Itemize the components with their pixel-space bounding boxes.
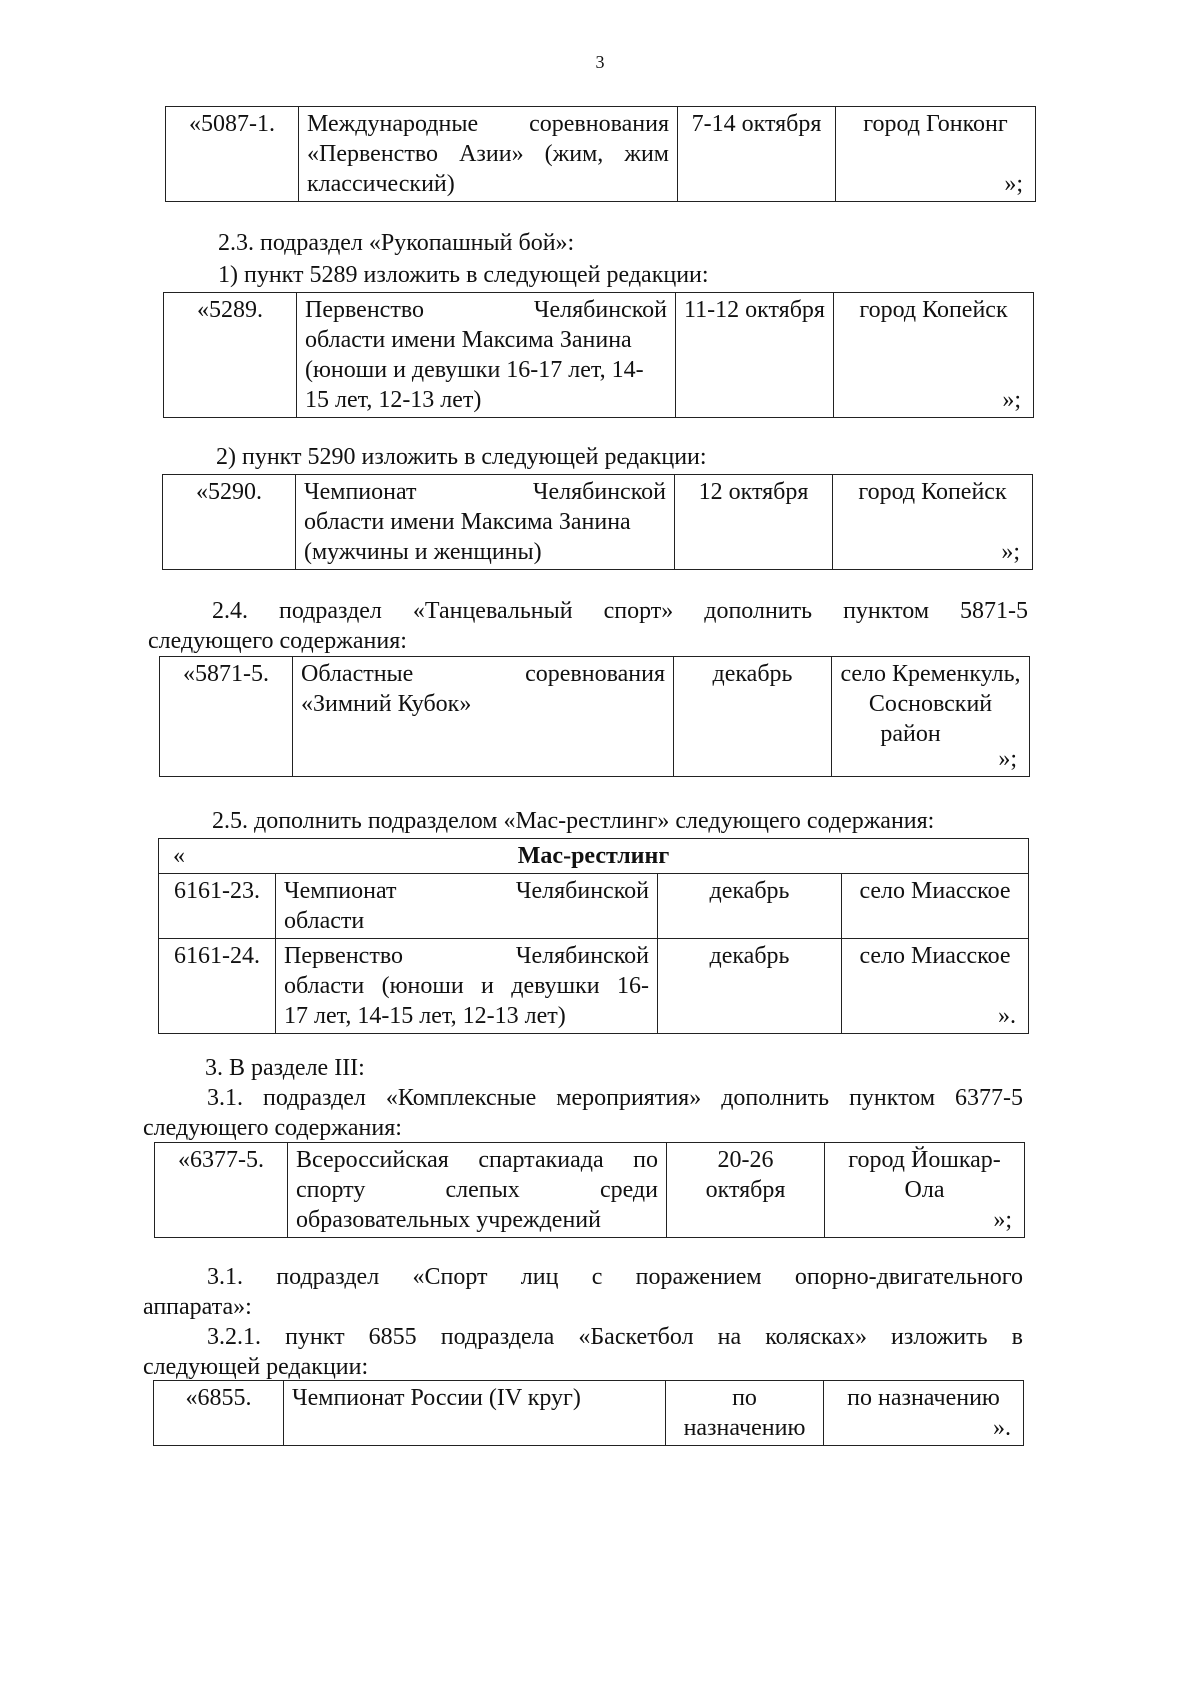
section-3-1-b-line: 3.1. подраздел «Спорт лиц с поражением опорно-двигательного (207, 1264, 1023, 1290)
event-place (833, 475, 1033, 570)
event-name-line: Первенство Челябинской (284, 943, 649, 969)
event-place-line: Йошкар-Ола (904, 1147, 1001, 1203)
event-date (666, 1381, 824, 1446)
page-number: 3 (595, 52, 605, 72)
event-place (832, 657, 1030, 777)
event-date: декабрь (674, 657, 832, 777)
event-name-line: классический) (307, 171, 455, 197)
closing-quote: »; (998, 746, 1017, 772)
event-date-line: октября (741, 111, 822, 137)
event-name-line: Всероссийская спартакиада по (296, 1147, 658, 1173)
event-name (293, 657, 674, 777)
event-date-line: 20-26 (717, 1147, 774, 1173)
event-name-line: Чемпионат Челябинской (304, 479, 666, 505)
section-3-1-line: следующего содержания: (143, 1115, 402, 1141)
event-name-line: области (284, 908, 365, 934)
event-name-line: «Первенство Азии» (жим, жим (307, 141, 669, 167)
event-place (824, 1381, 1024, 1446)
event-name-line: области имени Максима Занина (305, 327, 632, 353)
section-2-4-line: 2.4. подраздел «Танцевальный спорт» дополнить пунктом 5871-5 (212, 598, 1028, 624)
section-2-3-2: 2) пункт 5290 изложить в следующей редакции: (216, 444, 707, 470)
table-item-6855 (153, 1380, 1024, 1446)
event-date: декабрь (658, 874, 842, 939)
event-place-text: город Копейск (859, 297, 1008, 323)
event-place (825, 1143, 1025, 1238)
section-3-1-line: 3.1. подраздел «Комплексные мероприятия» дополнить пунктом 6377-5 (207, 1085, 1023, 1111)
event-date-line: по (732, 1385, 757, 1411)
event-date (676, 293, 834, 418)
table-item-5289 (163, 292, 1034, 418)
event-place: село Миасское (842, 874, 1029, 939)
event-name-line: 17 лет, 14-15 лет, 12-13 лет) (284, 1003, 566, 1029)
event-date-line: назначению (683, 1415, 806, 1441)
item-number: 6161-24. (159, 939, 276, 1034)
event-place-text: село Миасское (859, 943, 1011, 969)
event-place-line: Кременкуль, (892, 661, 1021, 687)
section-3-2-1 (143, 1322, 1023, 1382)
item-number: «5871-5. (160, 657, 293, 777)
section-3-2-1-line: следующей редакции: (143, 1354, 369, 1380)
event-place-text: город Гонконг (863, 111, 1008, 137)
event-name-line: области (юноши и девушки 16- (284, 973, 649, 999)
event-place-line: город (848, 1147, 905, 1173)
event-name (296, 475, 675, 570)
event-name-line: «Зимний Кубок» (301, 691, 472, 717)
event-name-line: Областные соревнования (301, 661, 665, 687)
closing-quote: ». (998, 1003, 1017, 1029)
event-name (299, 107, 678, 202)
event-name-line: (юноши и девушки 16-17 лет, 14- (305, 357, 644, 383)
section-3-1-b (143, 1262, 1023, 1322)
section-3-2-1-line: 3.2.1. пункт 6855 подраздела «Баскетбол на колясках» изложить в (207, 1324, 1023, 1350)
event-place-line: район (880, 721, 941, 747)
section-3: 3. В разделе III: (205, 1055, 365, 1081)
event-date: декабрь (658, 939, 842, 1034)
item-number: 6161-23. (159, 874, 276, 939)
table-item-5087-1 (165, 106, 1036, 202)
closing-quote: »; (993, 1207, 1012, 1233)
item-number: «6855. (154, 1381, 284, 1446)
event-name-line: области имени Максима Занина (304, 509, 631, 535)
subsection-title: Мас-рестлинг (517, 843, 670, 869)
section-2-3-1: 1) пункт 5289 изложить в следующей редакции: (218, 262, 709, 288)
item-number: «5087-1. (166, 107, 299, 202)
table-item-6377-5 (154, 1142, 1025, 1238)
closing-quote: »; (1002, 387, 1021, 413)
table-item-5290 (162, 474, 1033, 570)
event-place (834, 293, 1034, 418)
closing-quote: »; (1004, 171, 1023, 197)
closing-quote: »; (1001, 539, 1020, 565)
section-3-1-b-line: аппарата»: (143, 1294, 252, 1320)
event-place-text: по назначению (847, 1385, 1000, 1411)
event-date-line: 11-12 (684, 297, 740, 323)
event-date-line: 7-14 (691, 111, 736, 137)
event-name (276, 939, 658, 1034)
table-row (159, 874, 1029, 939)
table-header (159, 839, 1029, 874)
table-row (159, 939, 1029, 1034)
event-name (276, 874, 658, 939)
section-2-4 (148, 596, 1028, 656)
event-name-line: Международные соревнования (307, 111, 669, 137)
event-place-line: Сосновский (868, 691, 993, 717)
event-name (288, 1143, 667, 1238)
closing-quote: ». (993, 1415, 1011, 1441)
open-quote: « (173, 843, 185, 869)
event-place-text: город Копейск (858, 479, 1007, 505)
event-name (297, 293, 676, 418)
section-2-4-line: следующего содержания: (148, 628, 407, 654)
event-name-line: образовательных учреждений (296, 1207, 601, 1233)
table-item-5871-5 (159, 656, 1030, 777)
event-place (842, 939, 1029, 1034)
event-name-line: спорту слепых среди (296, 1177, 658, 1203)
event-date-line: октября (745, 297, 825, 323)
event-date: 12 октября (675, 475, 833, 570)
event-place-line: село (840, 661, 887, 687)
item-number: «5290. (163, 475, 296, 570)
section-2-5: 2.5. дополнить подразделом «Мас-рестлинг» следующего содержания: (212, 808, 935, 834)
event-name-line: 15 лет, 12-13 лет) (305, 387, 482, 413)
event-date (678, 107, 836, 202)
section-2-3: 2.3. подраздел «Рукопашный бой»: (218, 230, 575, 256)
table-mas-wrestling (158, 838, 1029, 1034)
event-name-line: Чемпионат Челябинской (284, 878, 649, 904)
section-3-1 (143, 1083, 1023, 1143)
event-name-line: (мужчины и женщины) (304, 539, 542, 565)
event-date-line: октября (705, 1177, 786, 1203)
item-number: «6377-5. (155, 1143, 288, 1238)
event-name: Чемпионат России (IV круг) (284, 1381, 666, 1446)
event-name-line: Первенство Челябинской (305, 297, 667, 323)
event-place (836, 107, 1036, 202)
item-number: «5289. (164, 293, 297, 418)
event-date (667, 1143, 825, 1238)
